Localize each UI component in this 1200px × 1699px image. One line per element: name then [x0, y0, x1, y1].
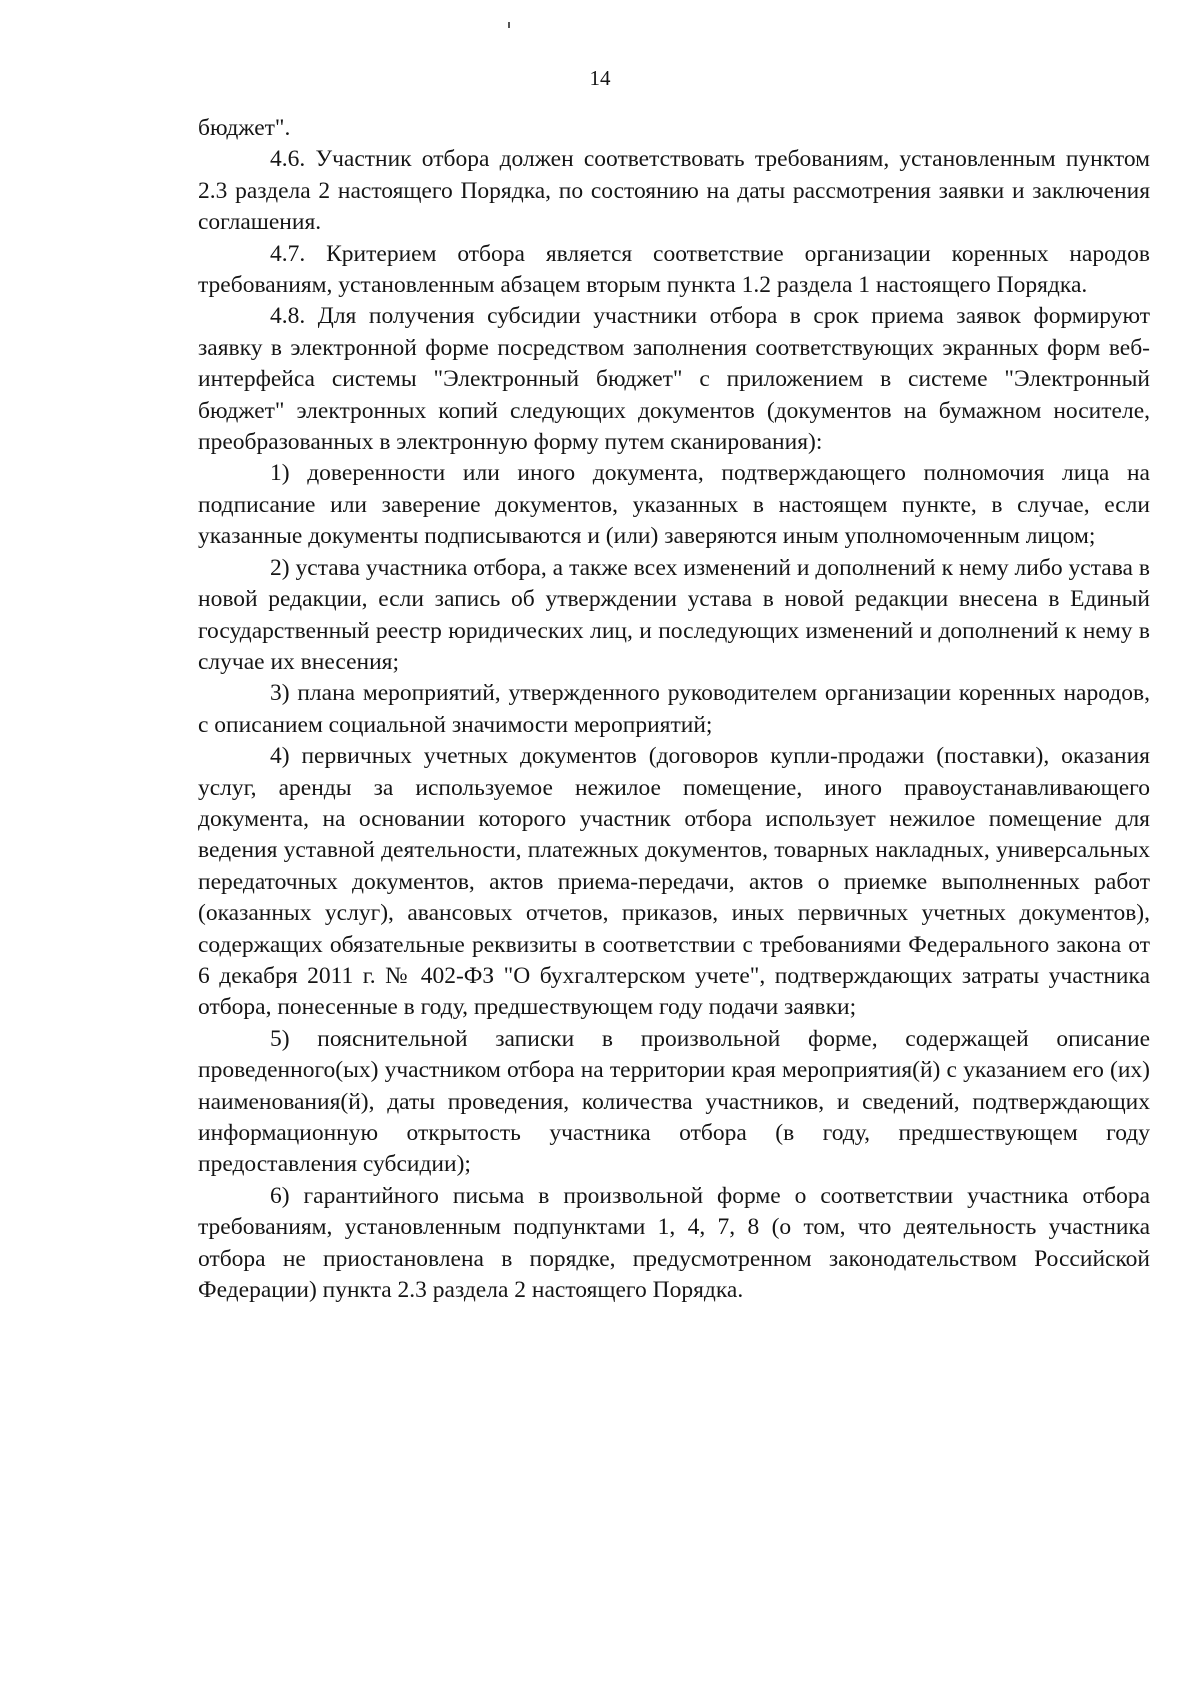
- paragraph-4-6: 4.6. Участник отбора должен соответствовать требованиям, установленным пунктом 2.3 раздела 2 настоящего Порядка, по состоянию на даты рассмотрения заявки и заключения соглашения.: [198, 146, 1150, 236]
- list-item-3: 3) плана мероприятий, утвержденного руководителем организации коренных народов, с описанием социальной значимости мероприятий;: [198, 680, 1150, 738]
- scan-artifact: [508, 22, 510, 28]
- list-item-5: 5) пояснительной записки в произвольной форме, содержащей описание проведенного(ых) участником отбора на территории края мероприятия(й) с указанием его (их) наименования(й), даты проведения, количества участников, и сведений, подтверждающих информационную открытость участника отбора (в году, предшествующем году предоставления субсидии);: [198, 1025, 1150, 1178]
- document-body: [198, 113, 1150, 1306]
- list-item-4: 4) первичных учетных документов (договоров купли-продажи (поставки), оказания услуг, аренды за используемое нежилое помещение, иного правоустанавливающего документа, на основании которого участник отбора использует нежилое помещение для ведения уставной деятельности, платежных документов, товарных накладных, универсальных передаточных документов, актов приема-передачи, актов о приемке выполненных работ (оказанных услуг), авансовых отчетов, приказов, иных первичных учетных документов), содержащих обязательные реквизиты в соответствии с требованиями Федерального закона от 6 декабря 2011 г. № 402-ФЗ "О бухгалтерском учете", подтверждающих затраты участника отбора, понесенные в году, предшествующем году подачи заявки;: [198, 743, 1150, 1021]
- list-item-2: 2) устава участника отбора, а также всех изменений и дополнений к нему либо устава в новой редакции, если запись об утверждении устава в новой редакции внесена в Единый государственный реестр юридических лиц, и последующих изменений и дополнений к нему в случае их внесения;: [198, 554, 1150, 675]
- paragraph-continuation: бюджет".: [198, 115, 291, 141]
- paragraph-4-7: 4.7. Критерием отбора является соответствие организации коренных народов требованиям, установленным абзацем вторым пункта 1.2 раздела 1 настоящего Порядка.: [198, 240, 1150, 299]
- list-item-6: 6) гарантийного письма в произвольной форме о соответствии участника отбора требованиям, установленным подпунктами 1, 4, 7, 8 (о том, что деятельность участника отбора не приостановлена в порядке, предусмотренном законодательством Российской Федерации) пункта 2.3 раздела 2 настоящего Порядка.: [198, 1182, 1150, 1304]
- paragraph-4-8: 4.8. Для получения субсидии участники отбора в срок приема заявок формируют заявку в электронной форме посредством заполнения соответствующих экранных форм веб-интерфейса системы "Электронный бюджет" с приложением в системе "Электронный бюджет" электронных копий следующих документов (документов на бумажном носителе, преобразованных в электронную форму путем сканирования):: [198, 303, 1150, 456]
- list-item-1: 1) доверенности или иного документа, подтверждающего полномочия лица на подписание или заверение документов, указанных в настоящем пункте, в случае, если указанные документы подписываются и (или) заверяются иным уполномоченным лицом;: [198, 460, 1150, 550]
- page-number: 14: [589, 66, 611, 90]
